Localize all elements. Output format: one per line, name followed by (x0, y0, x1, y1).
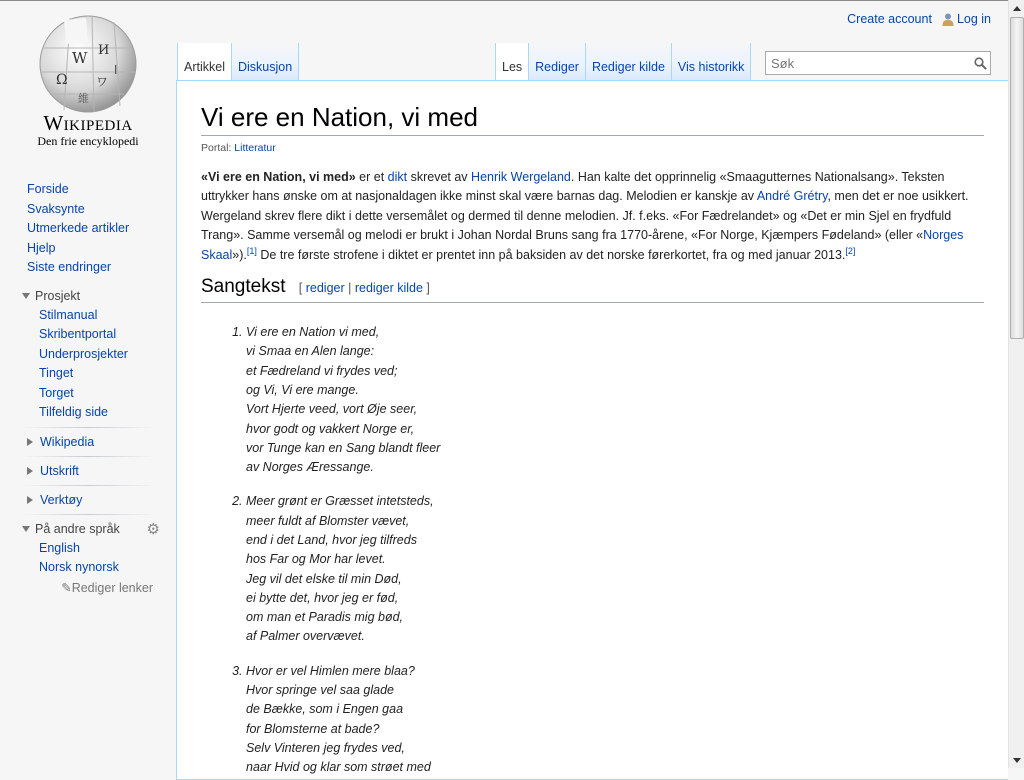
verse-line: naar Hvid og klar som strøet med (246, 760, 431, 775)
reference-2[interactable]: [2] (845, 245, 856, 256)
divider: | (344, 281, 355, 296)
expand-arrow-icon (27, 467, 33, 475)
portal-languages (0, 519, 176, 598)
section-edit-link[interactable]: rediger (305, 281, 345, 296)
portal-utskrift-label: Utskrift (40, 463, 79, 478)
log-in-link[interactable]: Log in (956, 12, 991, 26)
intro-text: De tre første strofene i diktet er prentet inn på baksiden av det norske førerkortet, fra og med januar 2013. (256, 247, 846, 262)
portal-wikipedia-heading[interactable] (0, 432, 176, 452)
svg-text:維: 維 (78, 92, 89, 105)
edit-links-label: Rediger lenker (71, 580, 153, 595)
verse-line: Hvor springe vel saa glade (246, 683, 394, 698)
arrow-down-icon (1013, 758, 1021, 763)
reference-1[interactable]: [1] (246, 245, 257, 256)
svg-text:W: W (72, 49, 88, 67)
gear-icon[interactable]: ⚙ (146, 520, 160, 538)
sidebar-item-utmerkede-artikler[interactable]: Utmerkede artikler (27, 221, 130, 235)
edit-interlanguage-links[interactable] (0, 578, 176, 598)
search-button[interactable] (970, 57, 990, 70)
article-lead-bold: «Vi ere en Nation, vi med» (201, 170, 356, 184)
verse-line: vi Smaa en Alen lange: (246, 344, 375, 359)
login-item[interactable] (942, 12, 991, 26)
portal-separator (22, 456, 156, 457)
svg-text:ワ: ワ (96, 75, 109, 89)
verse-line: ei bytte det, hvor jeg er fød, (246, 590, 399, 605)
sidebar-item-stilmanual[interactable]: Stilmanual (39, 307, 98, 322)
language-link-english[interactable]: English (39, 540, 80, 555)
intro-text: »). (232, 247, 247, 262)
portal-verktoy-label: Verktøy (40, 492, 83, 507)
svg-text:ا: ا (114, 63, 118, 77)
verse-line: og Vi, Vi ere mange. (246, 382, 359, 397)
logo-tagline: Den frie encyklopedi (37, 134, 139, 148)
puzzle-globe-icon (34, 14, 142, 114)
intro-text: , men det er noe usikkert. Wergeland skrev flere dikt i dette versemålet og dermed til denne melodien. Jf. f.eks. «For Fædrelandet» og «Det er min Sjel en frydfuld Trang». Samme versemål og melodi er brukt i Johan Nordal Bruns sang fra 1770-årene, «For Norge, Kjæmpers Fødeland» (eller « (201, 189, 969, 243)
collapse-arrow-icon (22, 293, 30, 299)
tab-article[interactable]: Artikkel (177, 43, 232, 81)
verse-line: 2. Meer grønt er Græsset intetsteds, (246, 494, 434, 509)
verse-line: Vort Hjerte veed, vort Øje seer, (246, 402, 418, 417)
sidebar-item-siste-endringer[interactable]: Siste endringer (27, 260, 112, 274)
verse-line: de Bække, som i Engen gaa (246, 702, 404, 717)
portal-languages-label: På andre språk (35, 521, 120, 536)
link-norges-skaal[interactable]: Norges Skaal (201, 228, 964, 262)
portal-languages-heading[interactable] (0, 519, 176, 539)
section-title: Sangtekst (201, 276, 286, 298)
intro-text: skrevet av (407, 170, 472, 184)
verse-line: om man et Paradis mig bød, (246, 610, 404, 625)
arrow-up-icon (1013, 6, 1021, 11)
sidebar-item-tinget[interactable]: Tinget (39, 366, 74, 380)
verse (246, 323, 984, 477)
verse-line: Jeg vil det elske til min Død, (246, 571, 402, 586)
collapse-arrow-icon (22, 526, 30, 532)
tab-discussion[interactable]: Diskusjon (232, 43, 299, 81)
verse-line: hos Far og Mor har levet. (246, 552, 386, 567)
portal-prosjekt-label: Prosjekt (35, 288, 81, 303)
portal-separator (22, 427, 156, 428)
verse-line: 3. Hvor er vel Himlen mere blaa? (246, 663, 415, 678)
section-heading-sangtekst (201, 274, 984, 303)
sidebar-item-svaksynte[interactable]: Svaksynte (27, 201, 85, 216)
portal-prosjekt (0, 286, 176, 423)
verse-line: et Fædreland vi frydes ved; (246, 363, 398, 378)
link-dikt[interactable]: dikt (387, 170, 408, 184)
verse-line: af Palmer overvævet. (246, 629, 365, 644)
verse-line: for Blomsterne at bade? (246, 721, 380, 736)
verse-line: av Norges Æressange. (246, 460, 374, 475)
view-tabs (495, 43, 751, 81)
verse-line: Selv Vinteren jeg frydes ved, (246, 740, 405, 755)
link-andre-gretry[interactable]: André Grétry (756, 189, 828, 204)
scrollbar-thumb[interactable] (1010, 17, 1024, 339)
scroll-down-button[interactable] (1010, 752, 1024, 768)
intro-text: . Han kalte det opprinnelig «Smaagutternes Nationalsang». Teksten uttrykker hans ønske om at nasjonaldagen ikke minst skal være barnas dag. Melodien er kanskje av (201, 170, 945, 204)
namespace-tabs (177, 43, 299, 81)
user-icon (942, 13, 954, 26)
expand-arrow-icon (27, 438, 33, 446)
verse-line: meer fuldt af Blomster vævet, (246, 513, 410, 528)
pencil-icon: ✎ (61, 580, 72, 595)
portal-separator (22, 514, 156, 515)
portal-utskrift-heading[interactable] (0, 461, 176, 481)
tab-edit[interactable]: Rediger (529, 43, 586, 81)
sidebar-item-underprosjekter[interactable]: Underprosjekter (39, 346, 128, 361)
create-account-link[interactable]: Create account (847, 12, 932, 26)
portal-label: Portal: (201, 142, 232, 154)
article-content (176, 80, 1008, 780)
poem-verses (201, 323, 984, 778)
portal-verktoy-heading[interactable] (0, 490, 176, 510)
search-input[interactable] (766, 53, 970, 73)
sidebar-item-forside[interactable]: Forside (27, 182, 69, 196)
verse-line: 1. Vi ere en Nation vi med, (246, 325, 380, 340)
sidebar-item-torget[interactable]: Torget (39, 385, 74, 400)
sidebar (0, 180, 176, 598)
verse-line: end i det Land, hvor jeg tilfreds (246, 533, 417, 547)
search-icon (974, 57, 987, 70)
main-navigation (0, 180, 176, 278)
verse-line: hvor godt og vakkert Norge er, (246, 421, 415, 436)
section-edit-links (299, 281, 430, 295)
personal-tools (847, 12, 991, 26)
section-edit-source-link[interactable]: rediger kilde (354, 281, 423, 296)
tab-edit-source[interactable]: Rediger kilde (586, 43, 672, 81)
verse (246, 492, 984, 646)
expand-arrow-icon (27, 496, 33, 504)
bracket: [ (298, 281, 306, 296)
bracket: ] (422, 281, 430, 296)
window-top-border (0, 0, 1008, 1)
verse-line: vor Tunge kan en Sang blandt fleer (246, 440, 441, 455)
link-henrik-wergeland[interactable]: Henrik Wergeland (471, 170, 571, 184)
vertical-scrollbar[interactable] (1008, 0, 1024, 768)
portal-link-litteratur[interactable]: Litteratur (234, 142, 276, 154)
intro-paragraph (201, 168, 984, 265)
language-link-nynorsk[interactable]: Norsk nynorsk (39, 560, 119, 574)
tab-read[interactable]: Les (495, 43, 529, 81)
search-box (765, 51, 991, 75)
page-title: Vi ere en Nation, vi med (201, 101, 984, 136)
portal-line (201, 142, 984, 154)
sidebar-item-tilfeldig-side[interactable]: Tilfeldig side (39, 405, 109, 419)
portal-prosjekt-heading[interactable] (0, 286, 176, 306)
svg-text:И: И (98, 43, 110, 58)
tab-history[interactable]: Vis historikk (672, 43, 751, 81)
sidebar-item-hjelp[interactable]: Hjelp (27, 240, 56, 255)
wikipedia-logo[interactable] (14, 14, 162, 164)
portal-separator (22, 485, 156, 486)
scroll-up-button[interactable] (1010, 0, 1024, 16)
portal-wikipedia-label: Wikipedia (40, 434, 95, 449)
verse (246, 662, 984, 778)
logo-wordmark: Wikipedia (43, 111, 133, 135)
intro-text: er et (355, 170, 388, 184)
svg-text:Ω: Ω (56, 72, 68, 88)
sidebar-item-skribentportal[interactable]: Skribentportal (39, 327, 117, 341)
